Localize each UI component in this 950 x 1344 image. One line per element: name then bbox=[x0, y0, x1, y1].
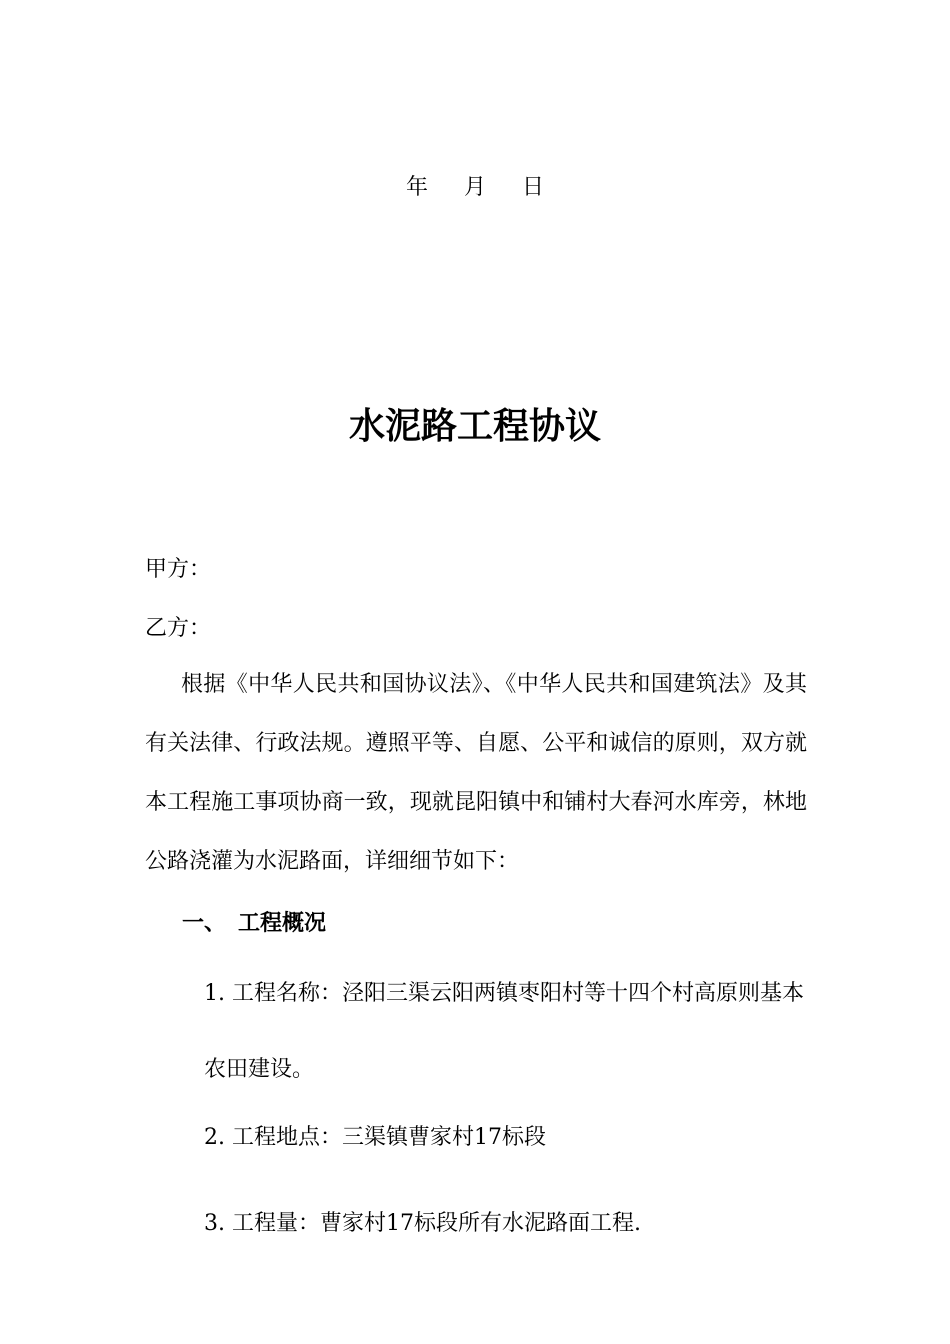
date-year: 年 bbox=[405, 175, 428, 200]
item-text: 工程地点：三渠镇曹家村17标段 bbox=[232, 1125, 546, 1150]
date-day: 日 bbox=[522, 175, 545, 200]
section-heading-overview bbox=[182, 906, 326, 937]
date-month: 月 bbox=[463, 175, 486, 200]
list-item bbox=[204, 1186, 807, 1262]
party-b-label: 乙方： bbox=[145, 616, 212, 641]
date-line bbox=[0, 170, 950, 201]
preamble-paragraph: 根据《中华人民共和国协议法》、《中华人民共和国建筑法》及其有关法律、行政法规。遵照平等、自愿、公平和诚信的原则，双方就本工程施工事项协商一致，现就昆阳镇中和铺村大春河水库旁，林地公路浇灌为水泥路面，详细细节如下： bbox=[145, 672, 807, 874]
item-number: 3. bbox=[204, 1211, 225, 1236]
item-number: 1. bbox=[204, 981, 225, 1006]
item-text: 工程量：曹家村17标段所有水泥路面工程. bbox=[232, 1211, 641, 1236]
document-title: 水泥路工程协议 bbox=[348, 406, 601, 447]
section-title: 工程概况 bbox=[238, 911, 327, 936]
item-text: 工程名称：泾阳三渠云阳两镇枣阳村等十四个村高原则基本农田建设。 bbox=[204, 981, 805, 1082]
list-item bbox=[204, 956, 807, 1108]
section-number: 一、 bbox=[182, 911, 227, 936]
item-number: 2. bbox=[204, 1125, 225, 1150]
party-a-label: 甲方： bbox=[145, 557, 212, 582]
list-item bbox=[204, 1100, 807, 1176]
